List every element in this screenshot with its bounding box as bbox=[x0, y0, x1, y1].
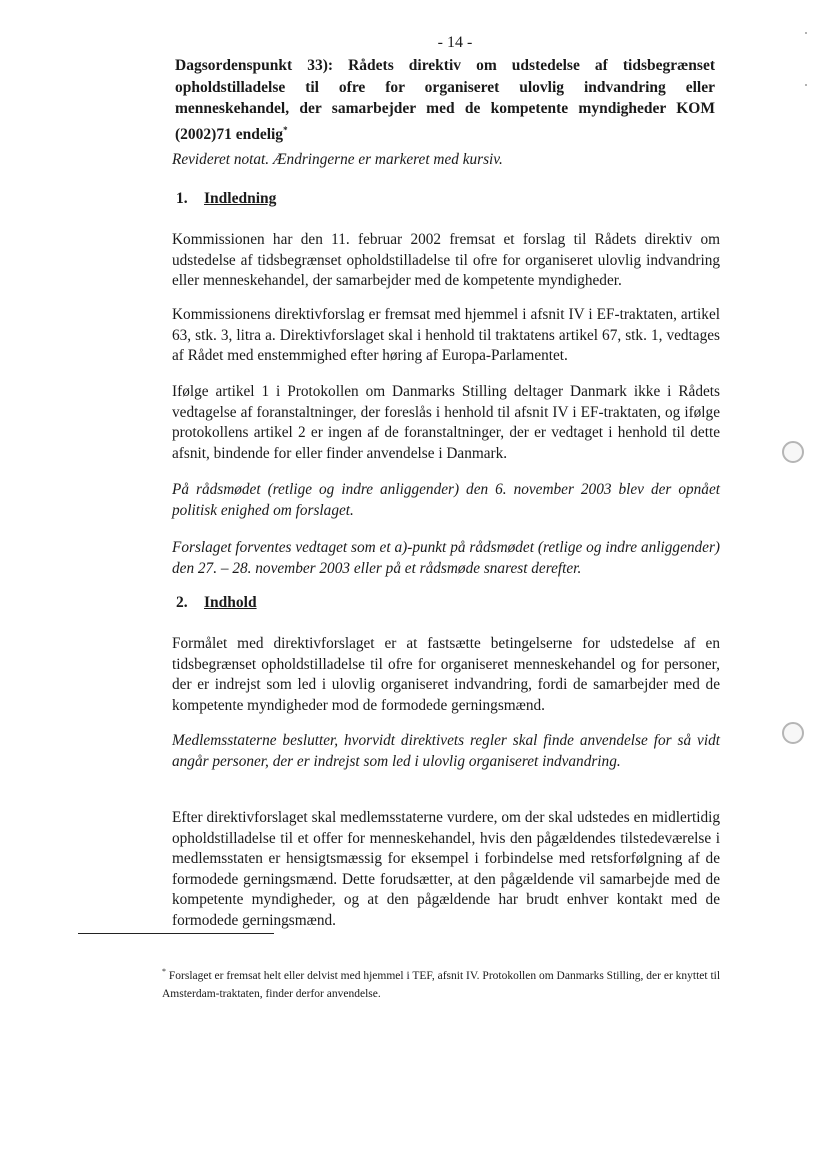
paragraph-protocol: Ifølge artikel 1 i Protokollen om Danmarks Stilling deltager Danmark ikke i Rådets vedtagelse af foranstaltninger, der foreslås i henhold til afsnit IV i EF-traktaten, og ifølge protokollens artikel 2 er ingen af de foranstaltninger, der er vedtaget i henhold til dette afsnit, bindende for eller finder anvendelse i Danmark. bbox=[172, 383, 720, 462]
paragraph-member-states: Medlemsstaterne beslutter, hvorvidt direktivets regler skal finde anvendelse for så vidt angår personer, der er indrejst som led i ulovlig organiseret indvandring. bbox=[172, 732, 720, 770]
section-heading-1 bbox=[176, 190, 276, 208]
agenda-item-text: Dagsordenspunkt 33): Rådets direktiv om udstedelse af tidsbegrænset opholdstilladelse til ofre for organiseret ulovlig indvandring eller menneskehandel, der samarbejder med de kompetente myndigheder KOM (2002)71 endelig bbox=[175, 57, 715, 143]
paragraph-legal-basis: Kommissionens direktivforslag er fremsat med hjemmel i afsnit IV i EF-traktaten, artikel 63, stk. 3, litra a. Direktivforslaget skal i henhold til traktatens artikel 67, stk. 1, vedtages af Rådet med enstemmighed efter høring af Europa-Parlamentet. bbox=[172, 306, 720, 364]
section-title: Indhold bbox=[204, 594, 257, 611]
footnote-text: Forslaget er fremsat helt eller delvist med hjemmel i TEF, afsnit IV. Protokollen om Danmarks Stilling, der er knyttet til Amsterdam-traktaten, finder derfor anvendelse. bbox=[162, 969, 721, 1000]
footnote bbox=[162, 963, 722, 1003]
section-heading-2 bbox=[176, 594, 257, 612]
paragraph-purpose: Formålet med direktivforslaget er at fastsætte betingelserne for udstedelse af en tidsbegrænset opholdstilladelse til ofre for organiseret menneskehandel og for personer, der er indrejst som led i ulovlig organiseret indvandring, fordi de samarbejder med de kompetente myndigheder mod de formodede gerningsmænd. bbox=[172, 635, 720, 714]
footnote-separator bbox=[78, 933, 274, 934]
page-number: - 14 - bbox=[437, 34, 473, 51]
scan-speck bbox=[805, 84, 807, 86]
section-number: 2. bbox=[176, 594, 188, 611]
section-number: 1. bbox=[176, 190, 188, 207]
punch-hole-top bbox=[782, 441, 804, 463]
section-title: Indledning bbox=[204, 190, 277, 207]
agenda-item-title bbox=[175, 55, 715, 145]
paragraph-intro: Kommissionen har den 11. februar 2002 fremsat et forslag til Rådets direktiv om udstedelse af tidsbegrænset opholdstilladelse til ofre for organiseret ulovlig indvandring eller menneskehandel, der samarbejder med de kompetente myndigheder. bbox=[172, 231, 720, 289]
footnote-marker: * bbox=[162, 967, 166, 976]
paragraph-political-agreement: På rådsmødet (retlige og indre anliggender) den 6. november 2003 blev der opnået politisk enighed om forslaget. bbox=[172, 481, 720, 519]
paragraph-expected-adoption: Forslaget forventes vedtaget som et a)-punkt på rådsmødet (retlige og indre anliggender) den 27. – 28. november 2003 eller på et rådsmøde snarest derefter. bbox=[172, 539, 720, 577]
revised-note: Revideret notat. Ændringerne er markeret med kursiv. bbox=[172, 151, 503, 168]
punch-hole-bottom bbox=[782, 722, 804, 744]
footnote-reference: * bbox=[283, 124, 288, 135]
scan-speck bbox=[805, 32, 807, 34]
paragraph-assessment: Efter direktivforslaget skal medlemsstaterne vurdere, om der skal udstedes en midlertidig opholdstilladelse til et offer for menneskehandel, hvis den pågældendes tilstedeværelse i medlemsstaten er hensigtsmæssig for eksempel i forbindelse med retsforfølgning af de formodede gerningsmænd. Dette forudsætter, at den pågældende vil samarbejde med de kompetente myndigheder, og at den pågældende har brudt enhver kontakt med de formodede gerningsmænd. bbox=[172, 809, 720, 929]
